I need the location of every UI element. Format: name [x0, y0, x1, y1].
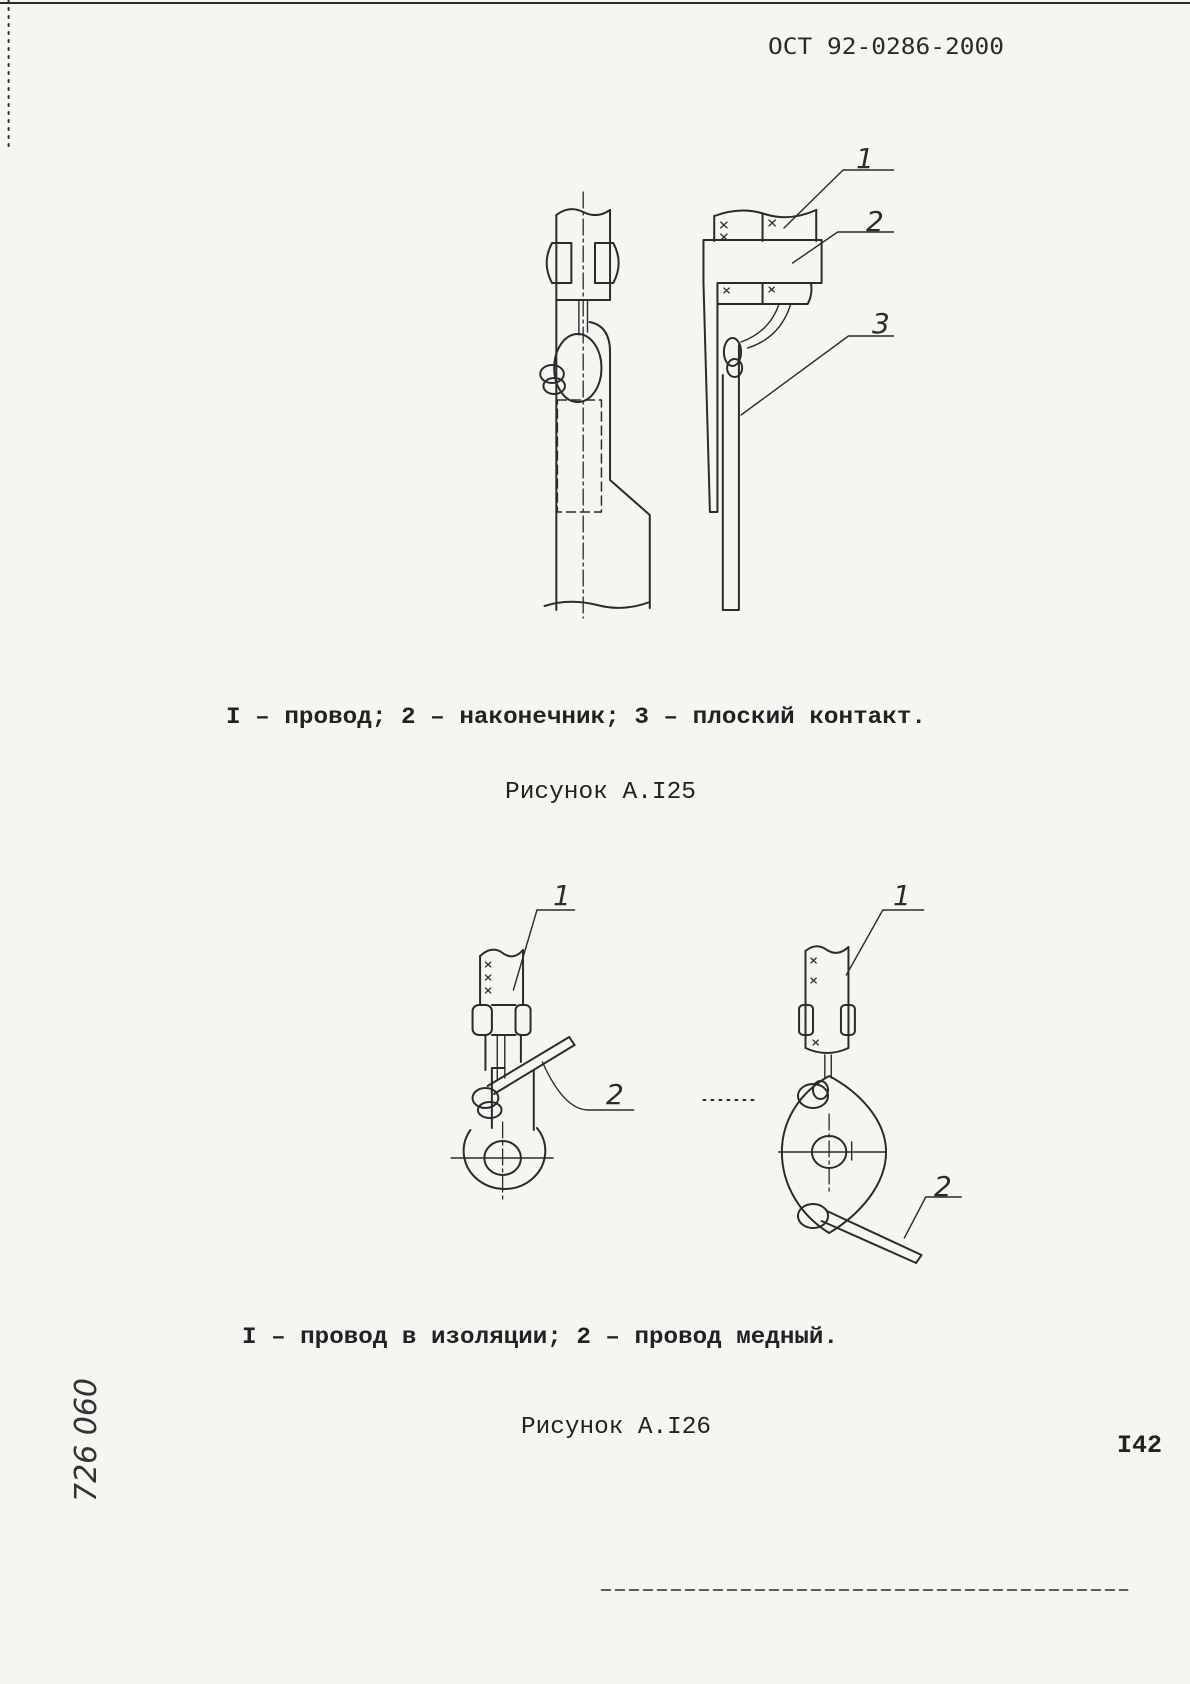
- insulation-marks-lower: [724, 287, 774, 293]
- document-code: ОСТ 92-0286-2000: [768, 35, 1004, 60]
- flat-contact-strip: [723, 345, 739, 610]
- crimp-right: [516, 1005, 531, 1035]
- insulation-marks: [485, 962, 490, 993]
- callout-left-1: 1: [553, 879, 571, 912]
- contact-break-line: [545, 602, 650, 608]
- crimp-sleeve-right: [595, 243, 619, 283]
- hidden-sleeve-outline: [557, 400, 601, 512]
- figure-126-caption: I – провод в изоляции; 2 – провод медный.: [242, 1324, 838, 1350]
- conductor-strands: [741, 305, 790, 348]
- lug-tip-body: [703, 240, 821, 512]
- insulated-wire-outline: [806, 947, 849, 1053]
- figure-126-label: Рисунок А.I26: [521, 1414, 711, 1441]
- sleeve-edges: [492, 1005, 516, 1035]
- conductor: [825, 1055, 831, 1078]
- leader-line-1: [846, 910, 923, 975]
- figure-126-right-view: [779, 910, 962, 1263]
- leader-line-2: [904, 1197, 961, 1238]
- wire-break-line: [806, 946, 849, 953]
- lower-wire-outline: [717, 283, 811, 304]
- insulation-marks: [721, 220, 776, 240]
- wire-knot-2: [478, 1102, 502, 1118]
- wire-knot-1: [473, 1088, 499, 1108]
- crimp-sleeve-left: [547, 243, 572, 283]
- leader-line-3: [741, 336, 894, 415]
- page-number: I42: [1117, 1431, 1162, 1460]
- wire-knot-bottom: [798, 1204, 828, 1228]
- stripped-conductor: [497, 1035, 505, 1080]
- callout-2: 2: [866, 205, 884, 238]
- callout-left-2: 2: [606, 1078, 624, 1111]
- callout-1: 1: [856, 142, 874, 175]
- callout-right-2: 2: [934, 1170, 952, 1203]
- callout-right-1: 1: [893, 879, 911, 912]
- handwritten-inventory-mark: 726 060: [69, 1377, 104, 1502]
- crimp-left: [473, 1005, 492, 1035]
- copper-wire: [488, 1037, 575, 1094]
- copper-wire: [822, 1211, 922, 1263]
- figure-125-label: Рисунок А.I25: [505, 779, 696, 806]
- figure-126-left-view: [451, 910, 634, 1202]
- wire-break-line: [480, 950, 523, 957]
- wire-lower-outline: [485, 1035, 520, 1070]
- contact-plate: [782, 1076, 886, 1233]
- contact-outline-right: [590, 322, 650, 608]
- callout-3: 3: [872, 307, 890, 340]
- figure-125-front-view: [540, 192, 650, 618]
- wire-knot-2: [543, 378, 564, 394]
- figure-125-caption: I – провод; 2 – наконечник; 3 – плоский контакт.: [226, 704, 926, 730]
